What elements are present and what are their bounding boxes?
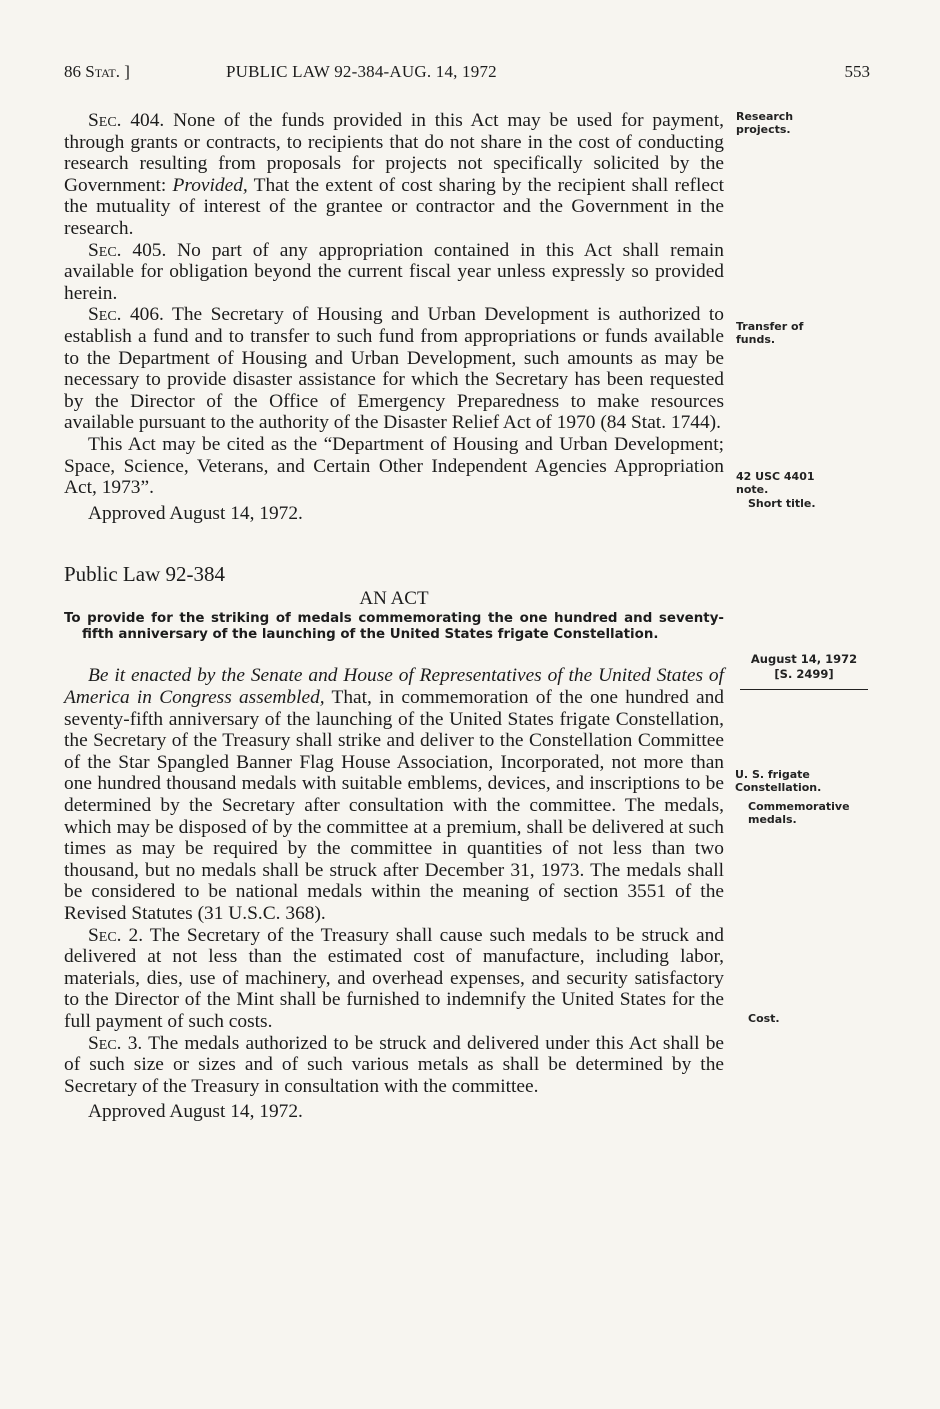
margin-note-short-title: Short title. (748, 497, 816, 510)
section-label: Sec. 2. (88, 924, 144, 946)
margin-note-medals: Commemorative medals. (748, 800, 850, 826)
margin-rule (740, 686, 880, 690)
margin-note-cost: Cost. (748, 1012, 780, 1025)
section-label: Sec. 405. (88, 239, 167, 261)
section-text: The Secretary of Housing and Urban Development is authorized to establish a fund and to transfer to such fund from appropriations or funds available to the Department of Housing and Urban Development, such amounts as may be necessary to provide disaster assistance for which the Secretary has been requested by the Director of the Office of Emergency Preparedness to make resources available pursuant to the authority of the Disaster Relief Act of 1970 (84 Stat. 1744). (64, 304, 724, 434)
section-405 (64, 240, 724, 305)
margin-note-usc: 42 USC 4401 note. (736, 470, 815, 496)
section-406 (64, 304, 724, 434)
section-text: The Secretary of the Treasury shall cause such medals to be struck and delivered at not less than the estimated cost of manufacture, including labor, materials, dies, use of machinery, and overhead expenses, and security satisfactory to the Director of the Mint shall be furnished to indemnify the United States for the full payment of such costs. (64, 924, 724, 1032)
section-text: No part of any appropriation contained in this Act shall remain available for obligation beyond the current fiscal year unless expressly so provided herein. (64, 239, 724, 304)
margin-note-frigate: U. S. frigate Constellation. (735, 768, 822, 794)
page-title: PUBLIC LAW 92-384-AUG. 14, 1972 (226, 62, 497, 81)
section-text-cont: That the extent of cost sharing by the recipient shall reflect the mutuality of interest of the grantee or contractor and the Government in the research. (64, 174, 724, 239)
stat-reference: 86 Stat. ] (64, 62, 130, 81)
enacting-text: That, in commemoration of the one hundred and seventy-fifth anniversary of the launching of the United States frigate Constellation, the Secretary of the Treasury shall strike and deliver to the Constellation Committee of the Star Spangled Banner Flag House Association, Incorporated, not more than one hundred thousand medals with suitable emblems, devices, and inscriptions to be determined by the Secretary after consultation with the committee. The medals, which may be disposed of by the committee at a premium, shall be delivered at such times as may be required by the committee in quantities of not less than two thousand, but no medals shall be struck after December 31, 1973. The medals shall be considered to be national medals within the meaning of section 3551 of the Revised Statutes (31 U.S.C. 368). (64, 687, 724, 924)
section-404 (64, 110, 724, 240)
page-header (64, 62, 870, 86)
enacting-italic: Be it enacted by the Senate and House of Representatives of the United States of America in Congress assembled, (64, 665, 724, 709)
section-label: Sec. 3. (88, 1032, 143, 1054)
enacting-clause (64, 665, 724, 924)
public-law-heading: Public Law 92-384 (64, 562, 225, 587)
section-3 (64, 1033, 724, 1098)
approved-date-1: Approved August 14, 1972. (88, 502, 303, 524)
section-label: Sec. 404. (88, 110, 165, 131)
section-italic: Provided, (172, 174, 248, 196)
section-label: Sec. 406. (88, 304, 164, 326)
an-act-heading: AN ACT (359, 587, 429, 609)
approved-date-2: Approved August 14, 1972. (88, 1101, 303, 1123)
section-2 (64, 925, 724, 1033)
margin-note-research: Research projects. (736, 110, 794, 136)
act-description: To provide for the striking of medals commemorating the one hundred and seventy-fifth anniversary of the launching of the United States frigate Constellation. (64, 611, 724, 643)
citation-paragraph: This Act may be cited as the “Department of Housing and Urban Development; Space, Science, Veterans, and Certain Other Independent Agencies Appropriation Act, 1973”. (64, 433, 724, 499)
section-text: None of the funds provided in this Act may be used for payment, through grants or contracts, to recipients that do not share in the cost of conducting research resulting from proposals for projects not specifically solicited by the Government: (64, 110, 724, 196)
page-number: 553 (844, 62, 870, 81)
margin-note-bill: [S. 2499] (774, 667, 834, 681)
margin-note-transfer: Transfer of funds. (736, 320, 804, 346)
section-text: The medals authorized to be struck and delivered under this Act shall be of such size or sizes and of such various metals as shall be determined by the Secretary of the Treasury in consultation with the committee. (64, 1032, 724, 1097)
main-text-column (64, 110, 724, 1123)
margin-note-date: August 14, 1972 (750, 652, 858, 666)
